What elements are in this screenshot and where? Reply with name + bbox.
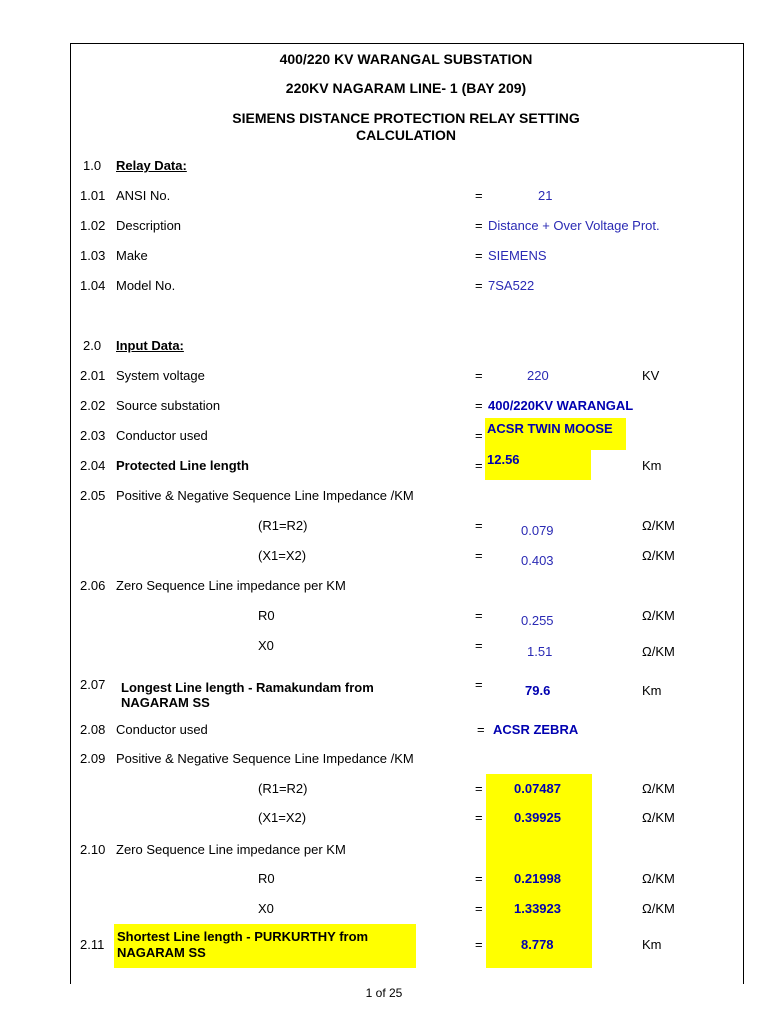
page-number: 1 of 25 — [365, 986, 403, 1000]
x0-value: 1.33923 — [514, 901, 561, 916]
sub-label: (X1=X2) — [258, 810, 307, 825]
r1-value: 0.07487 — [514, 781, 561, 796]
row-label: Protected Line length — [116, 458, 249, 473]
sub-label: R0 — [258, 871, 275, 886]
r1-value: 0.079 — [521, 523, 554, 538]
unit-label: Km — [642, 937, 662, 952]
r0-value: 0.21998 — [514, 871, 561, 886]
title-relay-setting: SIEMENS DISTANCE PROTECTION RELAY SETTING — [232, 110, 580, 126]
row-label: Model No. — [116, 278, 176, 293]
equals-sign: = — [475, 937, 483, 952]
row-label: ANSI No. — [116, 188, 171, 203]
equals-sign: = — [475, 248, 483, 263]
conductor-value: ACSR TWIN MOOSE — [487, 421, 613, 436]
section-number: 2.0 — [83, 338, 102, 353]
unit-label: Ω/KM — [642, 810, 675, 825]
unit-label: Ω/KM — [642, 871, 675, 886]
title-line: 220KV NAGARAM LINE- 1 (BAY 209) — [285, 80, 527, 96]
row-label: Zero Sequence Line impedance per KM — [116, 842, 346, 857]
unit-label: Km — [642, 458, 662, 473]
unit-label: KV — [642, 368, 660, 383]
row-label: Source substation — [116, 398, 221, 413]
row-label-continued: NAGARAM SS — [121, 695, 210, 710]
sub-label: R0 — [258, 608, 275, 623]
equals-sign: = — [475, 188, 483, 203]
source-substation-value: 400/220KV WARANGAL — [488, 398, 634, 413]
row-label: Positive & Negative Sequence Line Impedance /KM — [116, 751, 414, 766]
equals-sign: = — [475, 218, 483, 233]
unit-label: Km — [642, 683, 662, 698]
row-label-continued: NAGARAM SS — [117, 945, 206, 960]
conductor-value: ACSR ZEBRA — [493, 722, 579, 737]
ansi-value: 21 — [538, 188, 553, 203]
row-number: 2.10 — [80, 842, 106, 857]
row-label: System voltage — [116, 368, 205, 383]
equals-sign: = — [475, 638, 483, 653]
sub-label: (X1=X2) — [258, 548, 307, 563]
row-number: 2.05 — [80, 488, 106, 503]
row-number: 2.02 — [80, 398, 106, 413]
shortest-length-value: 8.778 — [521, 937, 554, 952]
equals-sign: = — [475, 428, 483, 443]
equals-sign: = — [477, 722, 485, 737]
sub-label: (R1=R2) — [258, 781, 308, 796]
row-number: 1.03 — [80, 248, 106, 263]
equals-sign: = — [475, 368, 483, 383]
row-number: 2.09 — [80, 751, 106, 766]
row-number: 2.07 — [80, 677, 106, 692]
unit-label: Ω/KM — [642, 781, 675, 796]
row-label: Positive & Negative Sequence Line Impedance /KM — [116, 488, 414, 503]
sub-label: X0 — [258, 901, 274, 916]
equals-sign: = — [475, 901, 483, 916]
equals-sign: = — [475, 810, 483, 825]
title-calculation: CALCULATION — [355, 127, 457, 143]
row-number: 1.01 — [80, 188, 106, 203]
description-value: Distance + Over Voltage Prot. — [488, 218, 660, 233]
section-title-input-data: Input Data: — [116, 338, 184, 353]
equals-sign: = — [475, 548, 483, 563]
row-label: Conductor used — [116, 428, 208, 443]
row-number: 2.11 — [80, 937, 105, 952]
unit-label: Ω/KM — [642, 901, 675, 916]
longest-length-value: 79.6 — [525, 683, 551, 698]
row-number: 1.04 — [80, 278, 106, 293]
protected-length-value: 12.56 — [487, 452, 520, 467]
row-number: 2.01 — [80, 368, 106, 383]
row-label: Description — [116, 218, 182, 233]
equals-sign: = — [475, 677, 483, 692]
equals-sign: = — [475, 608, 483, 623]
system-voltage-value: 220 — [527, 368, 549, 383]
x1-value: 0.403 — [521, 553, 554, 568]
unit-label: Ω/KM — [642, 548, 675, 563]
r0-value: 0.255 — [521, 613, 554, 628]
row-number: 2.04 — [80, 458, 106, 473]
equals-sign: = — [475, 871, 483, 886]
make-value: SIEMENS — [488, 248, 547, 263]
row-label: Conductor used — [116, 722, 208, 737]
row-number: 2.06 — [80, 578, 106, 593]
row-number: 2.08 — [80, 722, 106, 737]
section-number: 1.0 — [83, 158, 102, 173]
title-substation: 400/220 KV WARANGAL SUBSTATION — [279, 51, 533, 67]
unit-label: Ω/KM — [642, 518, 675, 533]
unit-label: Ω/KM — [642, 608, 675, 623]
row-label: Zero Sequence Line impedance per KM — [116, 578, 346, 593]
equals-sign: = — [475, 518, 483, 533]
sub-label: (R1=R2) — [258, 518, 308, 533]
model-value: 7SA522 — [488, 278, 535, 293]
equals-sign: = — [475, 458, 483, 473]
equals-sign: = — [475, 398, 483, 413]
equals-sign: = — [475, 278, 483, 293]
x0-value: 1.51 — [527, 644, 553, 659]
row-number: 2.03 — [80, 428, 106, 443]
unit-label: Ω/KM — [642, 644, 675, 659]
row-label: Shortest Line length - PURKURTHY from — [117, 929, 369, 944]
x1-value: 0.39925 — [514, 810, 561, 825]
sub-label: X0 — [258, 638, 274, 653]
row-label: Longest Line length - Ramakundam from — [121, 680, 374, 695]
equals-sign: = — [475, 781, 483, 796]
row-label: Make — [116, 248, 148, 263]
row-number: 1.02 — [80, 218, 106, 233]
section-title-relay-data: Relay Data: — [116, 158, 187, 173]
